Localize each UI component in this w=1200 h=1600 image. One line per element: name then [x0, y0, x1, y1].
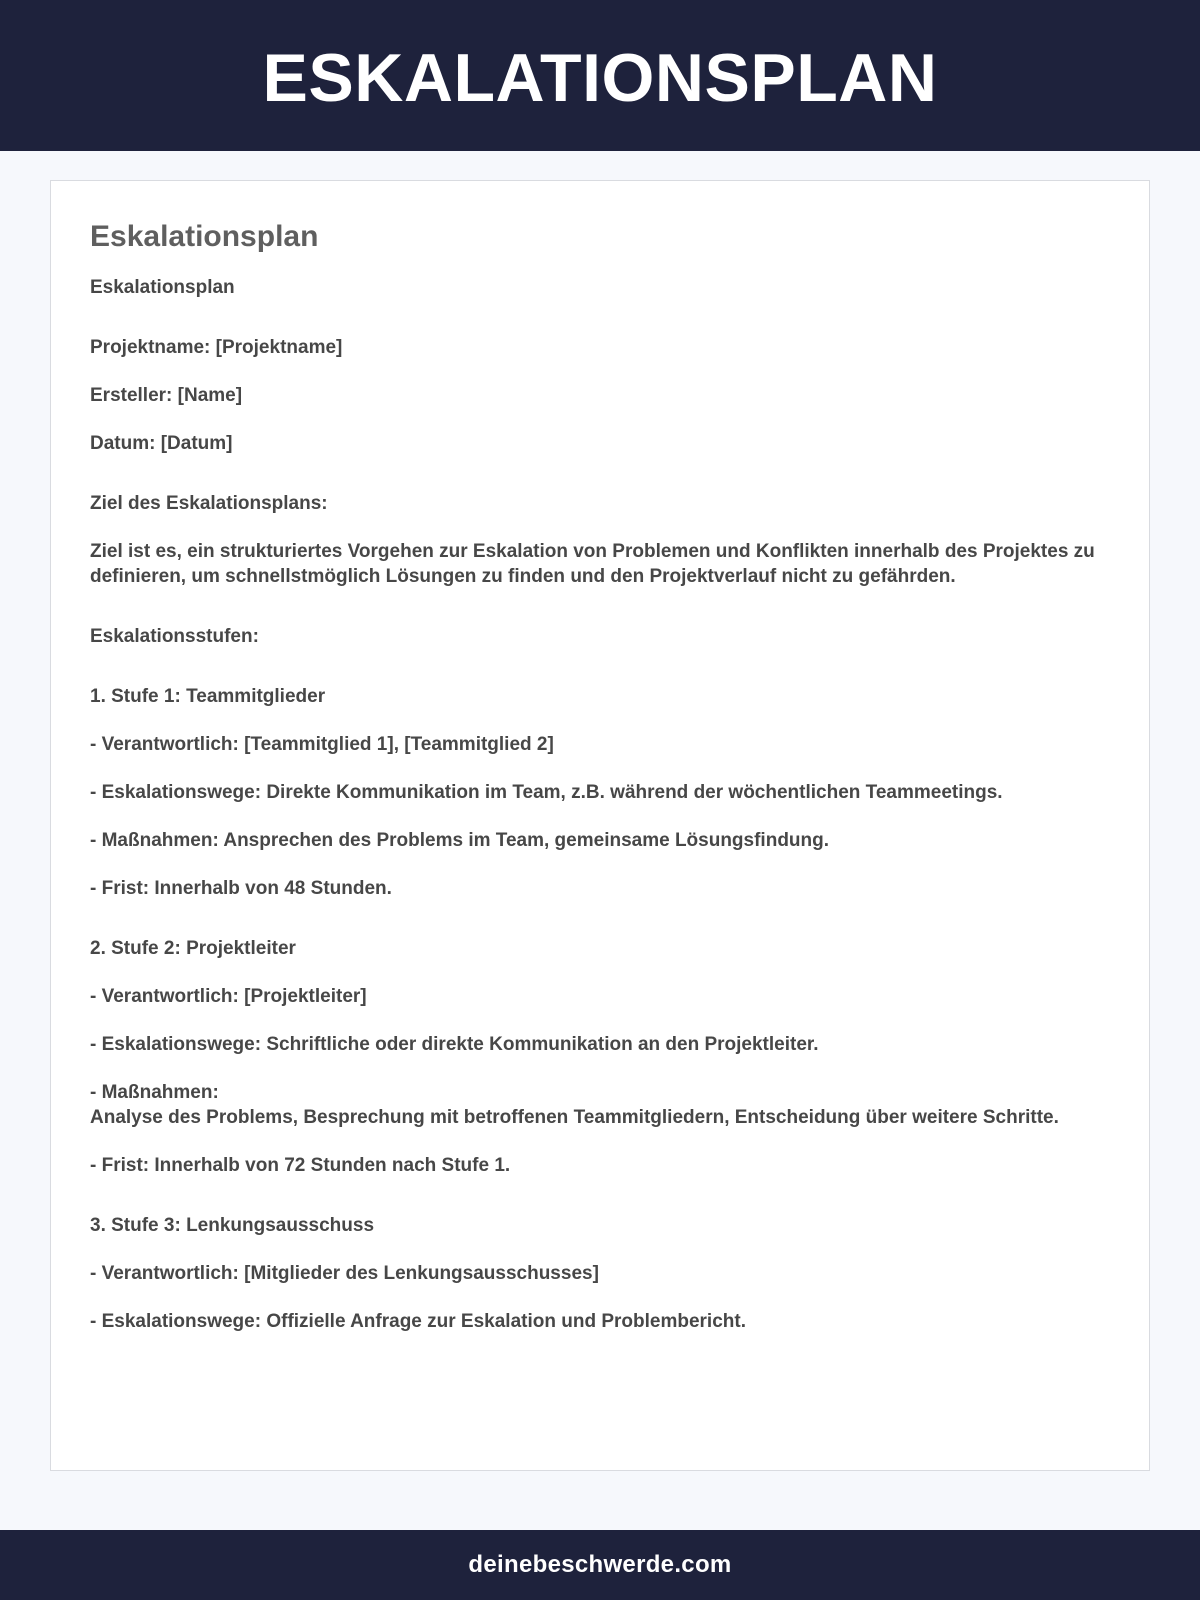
- level1-paths: - Eskalationswege: Direkte Kommunikation im Team, z.B. während der wöchentlichen Teammeetings.: [90, 782, 1003, 803]
- level2-measures: - Maßnahmen: Analyse des Problems, Besprechung mit betroffenen Teammitgliedern, Entscheidung über weitere Schritte.: [90, 1082, 1059, 1128]
- page-title: ESKALATIONSPLAN: [262, 39, 938, 116]
- footer-site-link[interactable]: deinebeschwerde.com: [468, 1551, 732, 1578]
- document-body: [90, 275, 1110, 1334]
- level1-title: 1. Stufe 1: Teammitglieder: [90, 686, 326, 707]
- level3-paths: - Eskalationswege: Offizielle Anfrage zur Eskalation und Problembericht.: [90, 1311, 746, 1332]
- footer-banner: [0, 1530, 1200, 1600]
- goal-text: Ziel ist es, ein strukturiertes Vorgehen zur Eskalation von Problemen und Konflikten innerhalb des Projektes zu definieren, um schnellstmöglich Lösungen zu finden und den Projektverlauf nicht zu gefährden.: [90, 541, 1095, 587]
- level1-measures: - Maßnahmen: Ansprechen des Problems im Team, gemeinsame Lösungsfindung.: [90, 830, 830, 851]
- level3-title: 3. Stufe 3: Lenkungsausschuss: [90, 1215, 375, 1236]
- level1-deadline: - Frist: Innerhalb von 48 Stunden.: [90, 878, 392, 899]
- document-card: [50, 180, 1150, 1471]
- level2-responsible: - Verantwortlich: [Projektleiter]: [90, 986, 367, 1007]
- project-name-field: Projektname: [Projektname]: [90, 337, 343, 358]
- level1-responsible: - Verantwortlich: [Teammitglied 1], [Teammitglied 2]: [90, 734, 554, 755]
- level3-responsible: - Verantwortlich: [Mitglieder des Lenkungsausschusses]: [90, 1263, 599, 1284]
- level2-deadline: - Frist: Innerhalb von 72 Stunden nach Stufe 1.: [90, 1155, 511, 1176]
- level2-paths: - Eskalationswege: Schriftliche oder direkte Kommunikation an den Projektleiter.: [90, 1034, 819, 1055]
- levels-title: Eskalationsstufen:: [90, 626, 259, 647]
- header-banner: [0, 0, 1200, 151]
- document-subheading: Eskalationsplan: [90, 277, 235, 298]
- level2-title: 2. Stufe 2: Projektleiter: [90, 938, 296, 959]
- date-field: Datum: [Datum]: [90, 433, 233, 454]
- document-heading: Eskalationsplan: [90, 220, 319, 253]
- goal-title: Ziel des Eskalationsplans:: [90, 493, 328, 514]
- creator-field: Ersteller: [Name]: [90, 385, 243, 406]
